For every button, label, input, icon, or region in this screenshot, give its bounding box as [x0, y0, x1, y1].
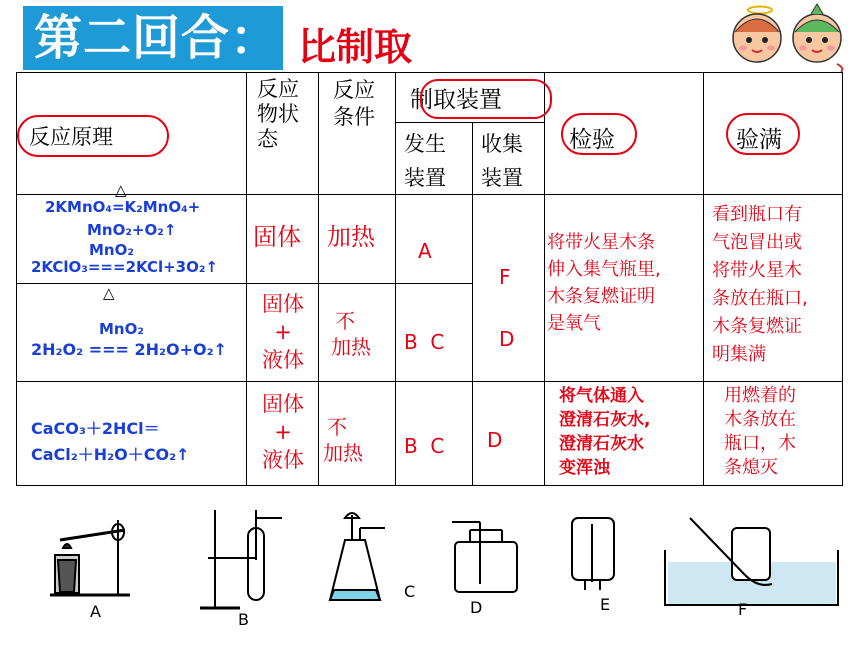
condition-heat: 加热: [327, 223, 375, 251]
equation-kclo3: 2KClO₃===2KCl+3O₂↑: [31, 258, 218, 276]
header-full: 验满: [736, 127, 782, 153]
highlight-circle: [420, 79, 552, 119]
highlight-circle: [726, 113, 800, 155]
highlight-circle: [561, 113, 637, 155]
apparatus-label-b: B: [238, 610, 249, 629]
heat-triangle: △: [115, 181, 127, 199]
header-condition-line: 条件: [333, 105, 375, 129]
equation-kmno4-products: MnO₂+O₂↑: [87, 221, 177, 239]
collect-d: D: [499, 327, 515, 351]
state-line: 液体: [262, 448, 304, 472]
heat-triangle: △: [103, 284, 115, 302]
full-line: 木条放在: [724, 409, 796, 430]
header-state-line: 物状: [257, 102, 299, 126]
header-apparatus-cell: [396, 73, 545, 123]
full-line: 条放在瓶口,: [712, 288, 808, 309]
test-line: 是氧气: [547, 313, 601, 334]
condition-line: 不: [335, 309, 355, 333]
test-line: 将气体通入: [559, 386, 644, 406]
header-collect-line: 收集: [481, 132, 523, 156]
mascot-illustration: [725, 2, 850, 74]
header-full-cell: [704, 73, 843, 195]
header-gen-cell: [396, 123, 473, 195]
header-test-cell: [545, 73, 704, 195]
catalyst-label: MnO₂: [89, 241, 134, 259]
state-solid: 固体: [253, 223, 301, 251]
header-condition-line: 反应: [333, 78, 375, 102]
condition-line: 加热: [323, 441, 363, 465]
full-line: 木条复燃证: [712, 316, 802, 337]
row1-gen-cell: [396, 195, 473, 284]
full-line: 将带火星木: [712, 260, 802, 281]
full-line: 明集满: [712, 344, 766, 365]
test-line: 澄清石灰水: [559, 434, 644, 454]
full-line: 气泡冒出或: [712, 232, 802, 253]
comparison-table: [16, 72, 843, 486]
header-state-line: 反应: [257, 77, 299, 101]
row3-full-cell: [704, 382, 843, 486]
test-line: 变浑浊: [559, 458, 610, 478]
test-line: 将带火星木条: [547, 232, 655, 253]
state-line: +: [274, 320, 292, 344]
gen-apparatus-bc: B C: [404, 434, 445, 458]
apparatus-diagrams: [0, 500, 860, 645]
test-oxygen-cell: [545, 195, 704, 382]
header-state-cell: [247, 73, 319, 195]
state-line: 液体: [262, 348, 304, 372]
state-line: 固体: [262, 292, 304, 316]
header-collect-line: 装置: [481, 166, 523, 190]
condition-line: 加热: [331, 335, 371, 359]
apparatus-label-f: F: [738, 600, 748, 619]
collect-d: D: [487, 428, 503, 452]
state-line: 固体: [262, 392, 304, 416]
apparatus-f-diagram: [665, 518, 838, 605]
header-gen-line: 装置: [404, 166, 446, 190]
header-gen-line: 发生: [404, 132, 446, 156]
header-apparatus: 制取装置: [410, 87, 502, 113]
apparatus-d-diagram: [452, 522, 517, 592]
apparatus-e-diagram: [572, 518, 614, 590]
row2-condition-cell: [319, 284, 396, 382]
row2-state-cell: [247, 284, 319, 382]
header-collect-cell: [473, 123, 545, 195]
full-line: 看到瓶口有: [712, 204, 802, 225]
header-principle-cell: [17, 73, 247, 195]
test-line: 澄清石灰水,: [559, 410, 651, 430]
page-title: 第二回合：: [34, 10, 280, 66]
row3-test-cell: [545, 382, 704, 486]
apparatus-label-d: D: [470, 598, 483, 617]
header-condition-cell: [319, 73, 396, 195]
equation-h2o2: 2H₂O₂ === 2H₂O+O₂↑: [31, 340, 228, 359]
row3-collect-cell: [473, 382, 545, 486]
full-oxygen-cell: [704, 195, 843, 382]
catalyst-label: MnO₂: [99, 320, 144, 338]
full-line: 瓶口，木: [724, 433, 796, 454]
apparatus-b-diagram: [200, 510, 282, 608]
apparatus-c-diagram: [330, 513, 385, 600]
apparatus-label-a: A: [90, 602, 101, 621]
test-line: 伸入集气瓶里,: [547, 259, 661, 280]
row3-gen-cell: [396, 382, 473, 486]
test-line: 木条复燃证明: [547, 286, 655, 307]
row3-condition-cell: [319, 382, 396, 486]
header-state-line: 态: [257, 127, 278, 151]
state-line: +: [274, 420, 292, 444]
equation-kmno4: 2KMnO₄=K₂MnO₄+: [45, 198, 201, 216]
row3-principle-cell: [17, 382, 247, 486]
row1-condition-cell: [319, 195, 396, 284]
collect-f: F: [499, 265, 511, 289]
equation-caco3: CaCO₃＋2HCl＝: [31, 419, 160, 438]
highlight-circle: [17, 115, 169, 157]
header-test: 检验: [569, 127, 615, 153]
condition-line: 不: [327, 415, 347, 439]
row1-principle-cell: [17, 181, 247, 284]
full-line: 用燃着的: [724, 385, 796, 406]
full-line: 条熄灭: [724, 457, 778, 478]
collect-oxygen-cell: [473, 195, 545, 382]
row2-principle-cell: [17, 284, 247, 382]
gen-apparatus-a: A: [418, 239, 432, 263]
apparatus-label-e: E: [600, 595, 611, 614]
gen-apparatus-bc: B C: [404, 330, 445, 354]
page-subtitle: 比制取: [298, 25, 413, 69]
equation-caco3-products: CaCl₂＋H₂O＋CO₂↑: [31, 445, 190, 464]
row1-state-cell: [247, 195, 319, 284]
row2-gen-cell: [396, 284, 473, 382]
apparatus-label-c: C: [404, 582, 416, 601]
row3-state-cell: [247, 382, 319, 486]
apparatus-a-diagram: [50, 520, 130, 595]
header-principle: 反应原理: [29, 125, 113, 149]
